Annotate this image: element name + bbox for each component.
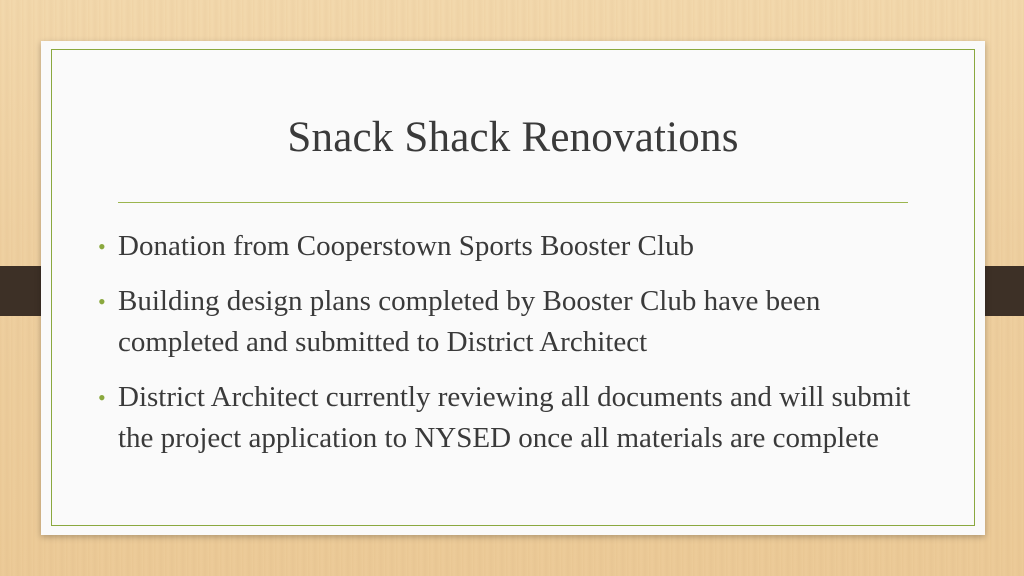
bullet-item <box>98 377 928 459</box>
bullet-text: Donation from Cooperstown Sports Booster Club <box>118 230 694 262</box>
slide-title: Snack Shack Renovations <box>287 114 739 161</box>
bullet-item <box>98 226 928 267</box>
bullet-item <box>98 281 928 363</box>
bullet-list <box>98 226 928 473</box>
bullet-text: District Architect currently reviewing all documents and will submit the project application to NYSED once all materials are complete <box>118 381 911 454</box>
bullet-dot-icon: • <box>98 234 106 259</box>
slide-card <box>41 41 985 535</box>
title-divider <box>118 202 908 203</box>
bullet-dot-icon: • <box>98 289 106 314</box>
bullet-dot-icon: • <box>98 385 106 410</box>
bullet-text: Building design plans completed by Booster Club have been completed and submitted to District Architect <box>118 285 821 358</box>
